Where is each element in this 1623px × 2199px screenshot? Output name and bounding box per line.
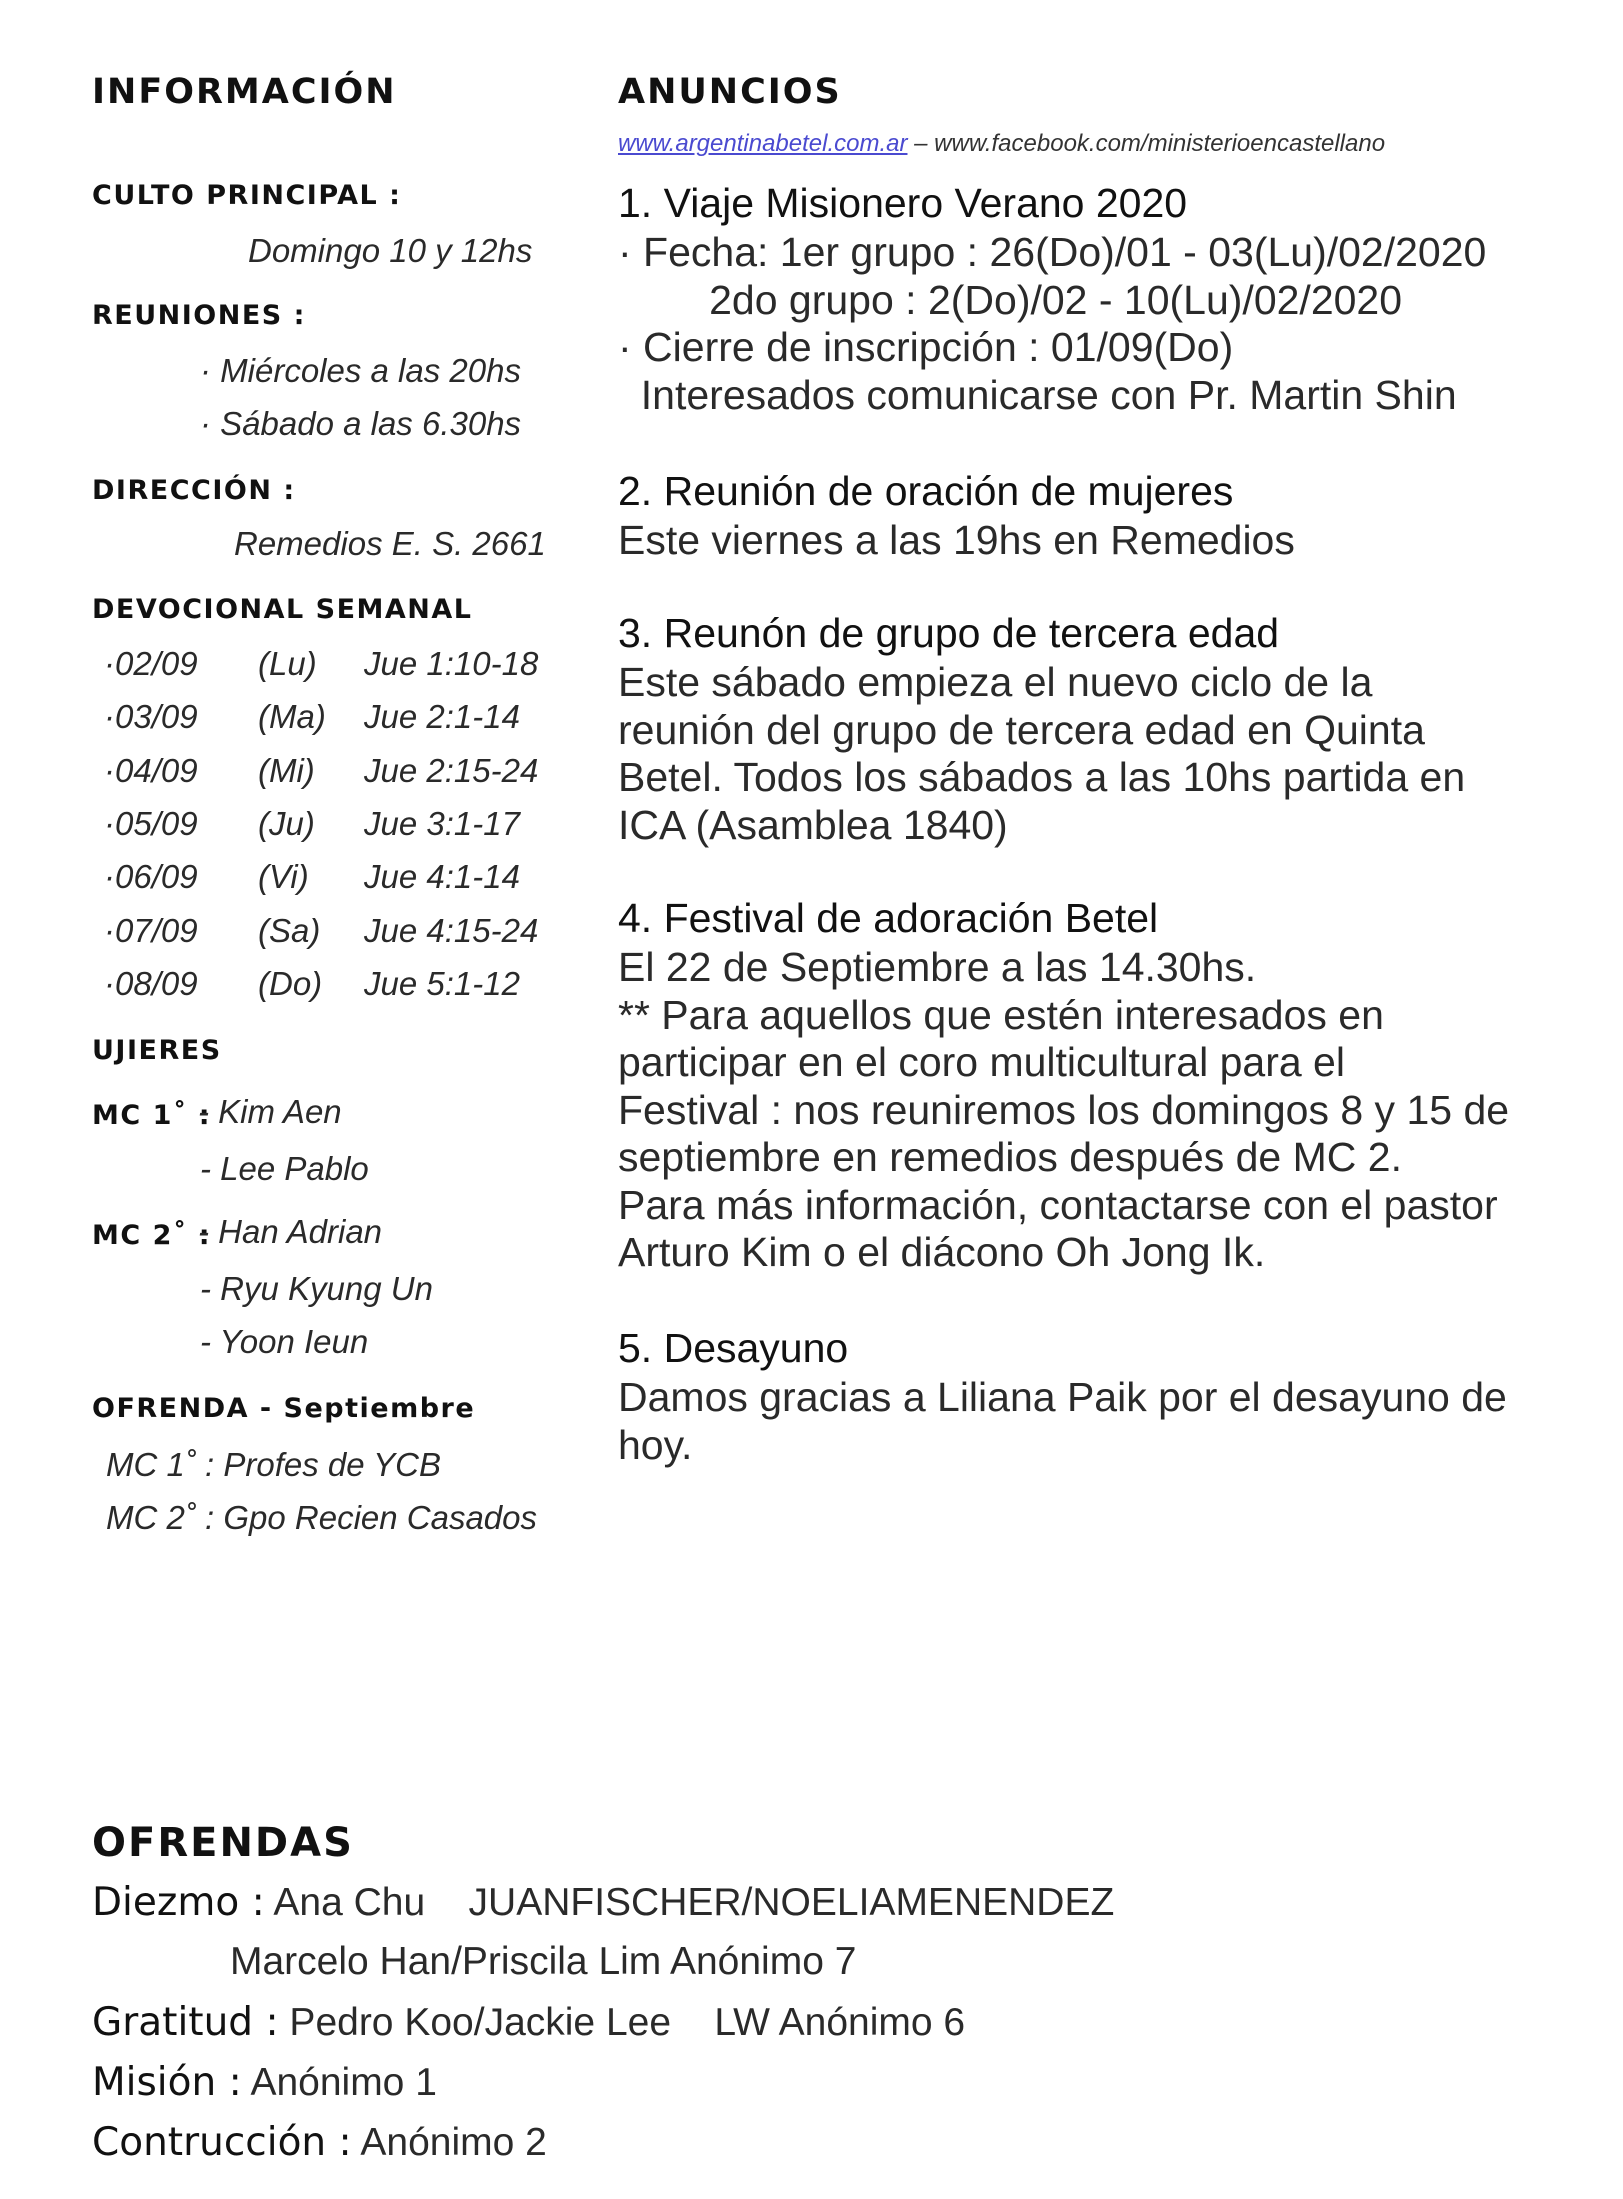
- anuncio-line: ICA (Asamblea 1840): [618, 801, 1008, 848]
- diezmo-row: [92, 1880, 1114, 1925]
- anuncio-line: Damos gracias a Liliana Paik por el desayuno de: [618, 1374, 1507, 1420]
- mision-value: Anónimo 1: [241, 2061, 437, 2104]
- anuncio-title: 2. Reunión de oración de mujeres: [618, 468, 1234, 514]
- devocional-date: ·07/09: [104, 911, 198, 949]
- anuncio-line: Este sábado empieza el nuevo ciclo de la: [618, 659, 1373, 705]
- mc2-usher: - Ryu Kyung Un: [200, 1270, 433, 1307]
- mc1-usher: - Kim Aen: [198, 1093, 342, 1130]
- devocional-day: (Lu): [258, 645, 317, 682]
- devocional-date: ·08/09: [104, 964, 198, 1002]
- devocional-date: ·05/09: [104, 804, 198, 842]
- devocional-ref: Jue 2:15-24: [364, 751, 539, 789]
- anuncios-heading: ANUNCIOS: [618, 72, 842, 112]
- anuncio-line: 2do grupo : 2(Do)/02 - 10(Lu)/02/2020: [618, 276, 1403, 323]
- devocional-day: (Vi): [258, 858, 309, 896]
- devocional-ref: Jue 5:1-12: [364, 964, 520, 1002]
- facebook-link: – www.facebook.com/ministerioencastellano: [907, 130, 1386, 157]
- ofrenda-item: MC 2˚ : Gpo Recien Casados: [106, 1499, 538, 1536]
- construccion-value: Anónimo 2: [351, 2121, 547, 2164]
- reunion-item: · Miércoles a las 20hs: [200, 352, 521, 389]
- mision-label: Misión :: [92, 2060, 242, 2105]
- mc2-usher: - Yoon Ieun: [200, 1323, 369, 1360]
- diezmo-value: Ana Chu JUANFISCHER/NOELIAMENENDEZ: [264, 1881, 1115, 1924]
- reunion-item: · Sábado a las 6.30hs: [200, 405, 522, 442]
- gratitud-label: Gratitud :: [92, 2000, 279, 2045]
- mc2-label: MC 2˚ :: [92, 1220, 212, 1251]
- diezmo-row-2: Marcelo Han/Priscila Lim Anónimo 7: [230, 1940, 857, 1983]
- anuncio-title: 5. Desayuno: [618, 1325, 849, 1371]
- website-link[interactable]: www.argentinabetel.com.ar: [618, 130, 908, 157]
- devocional-ref: Jue 3:1-17: [364, 804, 520, 842]
- ofrendas-heading: OFRENDAS: [92, 1820, 354, 1866]
- ofrenda-item: MC 1˚ : Profes de YCB: [106, 1446, 442, 1483]
- anuncio-line: reunión del grupo de tercera edad en Quinta: [618, 706, 1425, 753]
- mc2-usher: - Han Adrian: [198, 1213, 383, 1250]
- devocional-day: (Do): [258, 964, 323, 1002]
- anuncio-line: Festival : nos reuniremos los domingos 8 y 15 de: [618, 1086, 1510, 1133]
- reuniones-label: REUNIONES :: [92, 300, 306, 331]
- devocional-date: ·02/09: [104, 645, 198, 682]
- website-links: [618, 130, 1385, 158]
- direccion-label: DIRECCIÓN :: [92, 475, 296, 506]
- gratitud-row: [92, 2000, 965, 2045]
- anuncio-line: Este viernes a las 19hs en Remedios: [618, 517, 1295, 563]
- anuncio-line: El 22 de Septiembre a las 14.30hs.: [618, 944, 1257, 990]
- devocional-day: (Mi): [258, 751, 315, 789]
- anuncio-line: septiembre en remedios después de MC 2.: [618, 1134, 1402, 1180]
- devocional-date: ·04/09: [104, 751, 198, 789]
- devocional-ref: Jue 4:1-14: [364, 858, 520, 896]
- anuncio-title: 1. Viaje Misionero Verano 2020: [618, 180, 1188, 226]
- mision-row: [92, 2060, 437, 2105]
- anuncio-line: hoy.: [618, 1421, 693, 1468]
- anuncio-line: participar en el coro multicultural para el: [618, 1039, 1345, 1085]
- devocional-ref: Jue 2:1-14: [364, 698, 520, 736]
- anuncio-line: ** Para aquellos que estén interesados en: [618, 991, 1384, 1038]
- anuncio-line: · Fecha: 1er grupo : 26(Do)/01 - 03(Lu)/02/2020: [618, 229, 1487, 275]
- anuncio-title: 3. Reunón de grupo de tercera edad: [618, 610, 1280, 656]
- construccion-row: [92, 2120, 547, 2165]
- devocional-ref: Jue 4:15-24: [364, 911, 539, 949]
- diezmo-label: Diezmo :: [92, 1880, 265, 1925]
- anuncio-line: Arturo Kim o el diácono Oh Jong Ik.: [618, 1229, 1266, 1275]
- direccion-value: Remedios E. S. 2661: [234, 525, 546, 562]
- ofrenda-label: OFRENDA - Septiembre: [92, 1393, 476, 1424]
- devocional-day: (Sa): [258, 911, 321, 949]
- devocional-date: ·03/09: [104, 698, 198, 736]
- devocional-day: (Ju): [258, 804, 315, 842]
- culto-label: CULTO PRINCIPAL :: [92, 180, 402, 211]
- anuncio-line: Para más información, contactarse con el pastor: [618, 1181, 1498, 1228]
- gratitud-value: Pedro Koo/Jackie Lee LW Anónimo 6: [278, 2001, 966, 2044]
- culto-value: Domingo 10 y 12hs: [248, 232, 533, 269]
- anuncio-title: 4. Festival de adoración Betel: [618, 895, 1159, 941]
- devocional-date: ·06/09: [104, 858, 198, 896]
- construccion-label: Contrucción :: [92, 2120, 352, 2165]
- anuncio-line: · Cierre de inscripción : 01/09(Do): [618, 324, 1234, 370]
- info-heading: INFORMACIÓN: [92, 72, 397, 112]
- ujieres-label: UJIERES: [92, 1035, 222, 1066]
- devocional-day: (Ma): [258, 698, 326, 736]
- mc1-label: MC 1˚ :: [92, 1100, 212, 1131]
- devocional-label: DEVOCIONAL SEMANAL: [92, 594, 473, 625]
- mc1-usher: - Lee Pablo: [200, 1150, 369, 1187]
- anuncio-line: Betel. Todos los sábados a las 10hs partida en: [618, 754, 1466, 800]
- devocional-ref: Jue 1:10-18: [364, 645, 539, 682]
- anuncio-line: Interesados comunicarse con Pr. Martin Shin: [618, 371, 1457, 418]
